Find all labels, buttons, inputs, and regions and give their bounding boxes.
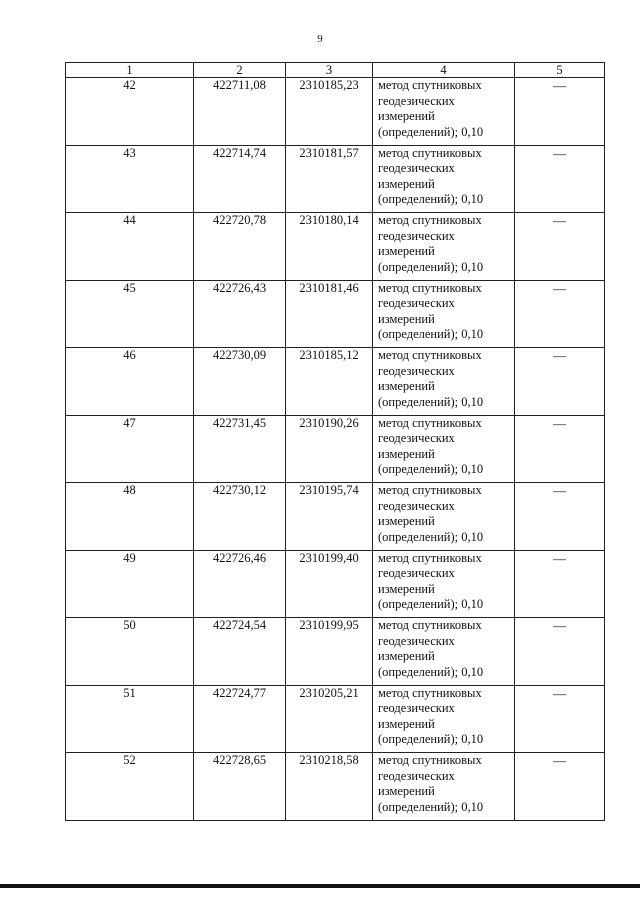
method-line: (определений); 0,10 bbox=[378, 462, 484, 476]
table-row bbox=[66, 213, 605, 281]
method-line: метод спутниковых bbox=[378, 213, 482, 227]
table-row bbox=[66, 78, 605, 146]
method-line: (определений); 0,10 bbox=[378, 799, 484, 814]
coordinate-x: 422724,77 bbox=[194, 685, 286, 753]
method-line: геодезических bbox=[378, 228, 455, 243]
method-line: (определений); 0,10 bbox=[378, 124, 484, 139]
footer-divider bbox=[0, 884, 640, 888]
header-col-5: 5 bbox=[515, 63, 605, 78]
point-number: 44 bbox=[66, 213, 194, 281]
point-number: 43 bbox=[66, 145, 194, 213]
coordinate-y: 2310205,21 bbox=[286, 685, 373, 753]
description-dash: — bbox=[515, 483, 605, 551]
header-row bbox=[66, 63, 605, 78]
coordinate-y: 2310199,95 bbox=[286, 618, 373, 686]
header-col-3: 3 bbox=[286, 63, 373, 78]
header-col-2: 2 bbox=[194, 63, 286, 78]
description-dash: — bbox=[515, 550, 605, 618]
method-line: метод спутниковых bbox=[378, 685, 482, 700]
method-line: геодезических bbox=[378, 296, 455, 310]
description-dash: — bbox=[515, 280, 605, 348]
method-cell bbox=[373, 483, 515, 551]
point-number: 50 bbox=[66, 618, 194, 686]
method-cell bbox=[373, 618, 515, 686]
method-line: измерений bbox=[378, 311, 435, 326]
method-line: (определений); 0,10 bbox=[378, 529, 484, 544]
point-number: 48 bbox=[66, 483, 194, 551]
table-row bbox=[66, 550, 605, 618]
coordinate-x: 422730,09 bbox=[194, 348, 286, 416]
coordinate-x: 422711,08 bbox=[194, 78, 286, 146]
table-row bbox=[66, 280, 605, 348]
coordinate-y: 2310190,26 bbox=[286, 415, 373, 483]
method-cell bbox=[373, 685, 515, 753]
method-line: геодезических bbox=[378, 633, 455, 648]
description-dash: — bbox=[515, 348, 605, 416]
coordinate-y: 2310199,40 bbox=[286, 550, 373, 618]
method-cell bbox=[373, 145, 515, 213]
method-cell bbox=[373, 213, 515, 281]
point-number: 45 bbox=[66, 280, 194, 348]
point-number: 46 bbox=[66, 348, 194, 416]
table-row bbox=[66, 483, 605, 551]
table-row bbox=[66, 415, 605, 483]
method-line: (определений); 0,10 bbox=[378, 664, 484, 679]
point-number: 47 bbox=[66, 415, 194, 483]
coordinate-x: 422728,65 bbox=[194, 753, 286, 821]
method-cell bbox=[373, 280, 515, 348]
method-line: метод спутниковых bbox=[378, 483, 482, 497]
coordinate-x: 422726,43 bbox=[194, 280, 286, 348]
header-col-1: 1 bbox=[66, 63, 194, 78]
table-row bbox=[66, 685, 605, 753]
method-line: измерений bbox=[378, 716, 435, 731]
table-row bbox=[66, 618, 605, 686]
method-line: измерений bbox=[378, 649, 435, 663]
method-line: метод спутниковых bbox=[378, 550, 482, 565]
method-line: геодезических bbox=[378, 701, 455, 715]
table-row bbox=[66, 348, 605, 416]
point-number: 49 bbox=[66, 550, 194, 618]
method-line: метод спутниковых bbox=[378, 78, 482, 92]
method-line: измерений bbox=[378, 581, 435, 596]
coordinate-x: 422724,54 bbox=[194, 618, 286, 686]
table-row bbox=[66, 753, 605, 821]
method-cell bbox=[373, 753, 515, 821]
method-line: геодезических bbox=[378, 431, 455, 445]
coordinate-x: 422720,78 bbox=[194, 213, 286, 281]
coordinate-y: 2310181,57 bbox=[286, 145, 373, 213]
coordinate-y: 2310195,74 bbox=[286, 483, 373, 551]
point-number: 51 bbox=[66, 685, 194, 753]
method-cell bbox=[373, 415, 515, 483]
method-line: (определений); 0,10 bbox=[378, 732, 484, 746]
method-line: метод спутниковых bbox=[378, 618, 482, 632]
method-line: измерений bbox=[378, 244, 435, 258]
coordinate-x: 422714,74 bbox=[194, 145, 286, 213]
description-dash: — bbox=[515, 78, 605, 146]
coordinate-x: 422730,12 bbox=[194, 483, 286, 551]
page-number: 9 bbox=[317, 33, 323, 45]
coordinate-x: 422731,45 bbox=[194, 415, 286, 483]
coordinate-y: 2310185,12 bbox=[286, 348, 373, 416]
table-header bbox=[66, 63, 605, 78]
coordinate-x: 422726,46 bbox=[194, 550, 286, 618]
method-line: метод спутниковых bbox=[378, 753, 482, 767]
method-line: геодезических bbox=[378, 768, 455, 783]
method-line: измерений bbox=[378, 379, 435, 393]
point-number: 52 bbox=[66, 753, 194, 821]
method-line: метод спутниковых bbox=[378, 415, 482, 430]
method-line: (определений); 0,10 bbox=[378, 327, 484, 341]
method-line: измерений bbox=[378, 176, 435, 191]
method-cell bbox=[373, 550, 515, 618]
header-col-4: 4 bbox=[373, 63, 515, 78]
method-line: (определений); 0,10 bbox=[378, 192, 484, 206]
method-line: измерений bbox=[378, 784, 435, 798]
coordinate-y: 2310180,14 bbox=[286, 213, 373, 281]
method-line: метод спутниковых bbox=[378, 145, 482, 160]
coordinate-y: 2310218,58 bbox=[286, 753, 373, 821]
method-line: измерений bbox=[378, 514, 435, 528]
method-line: геодезических bbox=[378, 161, 455, 175]
description-dash: — bbox=[515, 685, 605, 753]
description-dash: — bbox=[515, 753, 605, 821]
table-row bbox=[66, 145, 605, 213]
method-line: (определений); 0,10 bbox=[378, 394, 484, 409]
coordinates-table bbox=[65, 62, 605, 821]
method-line: геодезических bbox=[378, 566, 455, 580]
method-line: геодезических bbox=[378, 363, 455, 378]
method-cell bbox=[373, 348, 515, 416]
description-dash: — bbox=[515, 415, 605, 483]
description-dash: — bbox=[515, 145, 605, 213]
method-line: измерений bbox=[378, 446, 435, 461]
table-body bbox=[66, 78, 605, 821]
coordinate-y: 2310185,23 bbox=[286, 78, 373, 146]
description-dash: — bbox=[515, 213, 605, 281]
method-cell bbox=[373, 78, 515, 146]
coordinate-y: 2310181,46 bbox=[286, 280, 373, 348]
method-line: (определений); 0,10 bbox=[378, 597, 484, 611]
method-line: измерений bbox=[378, 109, 435, 123]
method-line: геодезических bbox=[378, 498, 455, 513]
point-number: 42 bbox=[66, 78, 194, 146]
description-dash: — bbox=[515, 618, 605, 686]
method-line: метод спутниковых bbox=[378, 348, 482, 362]
method-line: метод спутниковых bbox=[378, 280, 482, 295]
method-line: (определений); 0,10 bbox=[378, 259, 484, 274]
method-line: геодезических bbox=[378, 93, 455, 108]
